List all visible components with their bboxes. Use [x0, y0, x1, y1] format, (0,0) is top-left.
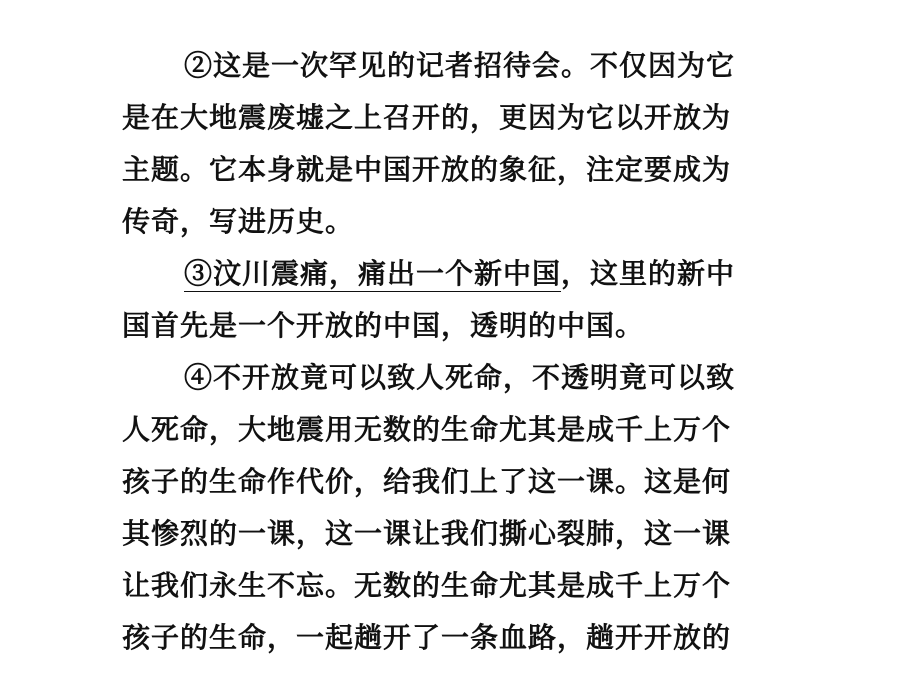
underlined-sentence: ③汶川震痛，痛出一个新中国 — [184, 257, 562, 290]
paragraph-3-line-1-rest: ，这里的新中 — [561, 257, 736, 290]
paragraph-3-line-1 — [122, 248, 772, 300]
paragraph-4-line-4: 其惨烈的一课，这一课让我们撕心裂肺，这一课 — [122, 517, 732, 550]
paragraph-3-line-2: 国首先是一个开放的中国，透明的中国。 — [122, 309, 645, 342]
paragraph-4-line-3: 孩子的生命作代价，给我们上了这一课。这是何 — [122, 465, 732, 498]
paragraph-2-line-1: ②这是一次罕见的记者招待会。不仅因为它 — [184, 49, 736, 82]
document-body — [122, 40, 772, 664]
paragraph-2-line-2: 是在大地震废墟之上召开的，更因为它以开放为 — [122, 101, 732, 134]
paragraph-4-line-1: ④不开放竟可以致人死命，不透明竟可以致 — [184, 361, 736, 394]
paragraph-4-line-5: 让我们永生不忘。无数的生命尤其是成千上万个 — [122, 569, 732, 602]
paragraph-4-line-2: 人死命，大地震用无数的生命尤其是成千上万个 — [122, 413, 732, 446]
paragraph-2-line-4: 传奇，写进历史。 — [122, 205, 355, 238]
paragraph-2-line-3: 主题。它本身就是中国开放的象征，注定要成为 — [122, 153, 732, 186]
paragraph-4-line-6: 孩子的生命，一起趟开了一条血路，趟开开放的 — [122, 621, 732, 654]
